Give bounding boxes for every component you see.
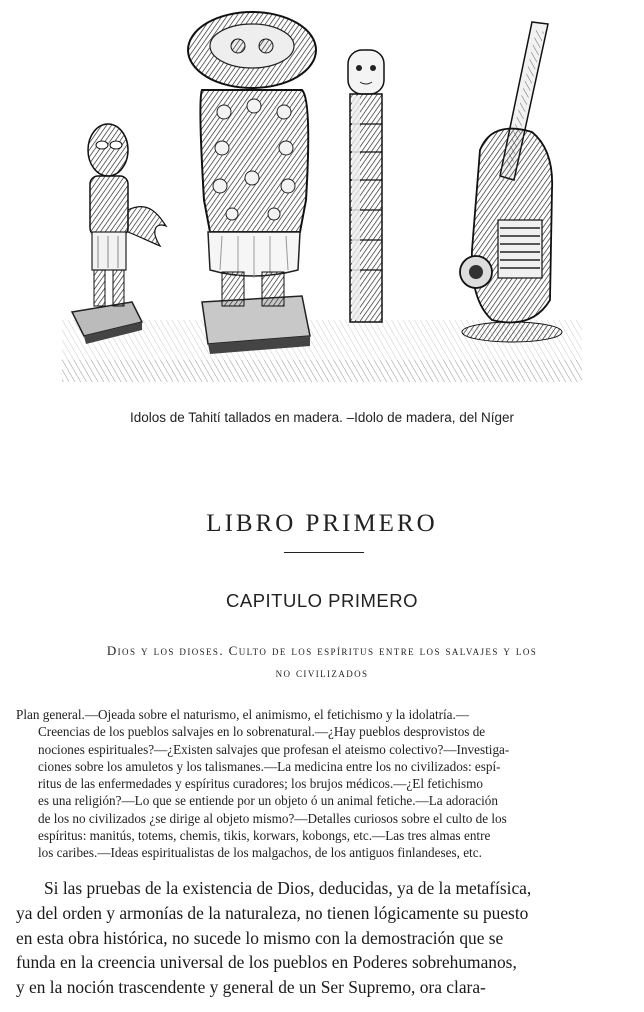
body-line: en esta obra histórica, no sucede lo mismo con la demostración que se	[16, 927, 504, 948]
chapter-title: CAPITULO PRIMERO	[226, 590, 418, 611]
column-idol-figure	[348, 50, 384, 322]
body-line: ya del orden y armonías de la naturaleza, no tienen lógicamente su puesto	[16, 902, 529, 923]
illustration-caption: Idolos de Tahití tallados en madera. –Idolo de madera, del Níger	[130, 410, 514, 425]
summary-line: ciones sobre los amuletos y los talismanes.—La medicina entre los no civilizados: espí-	[38, 758, 501, 774]
idols-engraving	[62, 0, 582, 392]
body-paragraph	[16, 876, 630, 1000]
chapter-subtitle-line: no civilizados	[275, 665, 369, 680]
summary-line: espíritus: manitús, totems, chemis, tikis, korwars, kobongs, etc.—Las tres almas entre	[38, 828, 491, 844]
small-idol-figure	[72, 124, 166, 344]
summary-line: Creencias de los pueblos salvajes en lo sobrenatural.—¿Hay pueblos desprovistos de	[38, 724, 486, 740]
summary-line: es una religión?—Lo que se entiende por un objeto ó un animal fetiche.—La adoración	[38, 793, 498, 809]
summary-line: los caribes.—Ideas espiritualistas de los malgachos, de los antiguos finlandeses, etc.	[38, 845, 482, 861]
summary-line: nociones espirituales?—¿Existen salvajes que profesan el ateismo colectivo?—Investiga-	[38, 741, 510, 757]
chapter-subtitle-line: Dios y los dioses. Culto de los espíritus entre los salvajes y los	[106, 643, 538, 658]
large-idol-figure	[188, 12, 316, 354]
summary-line: Plan general.—Ojeada sobre el naturismo, el animismo, el fetichismo y la idolatría.—	[16, 707, 470, 722]
body-line: Si las pruebas de la existencia de Dios, deducidas, ya de la metafísica,	[44, 878, 532, 898]
niger-idol-figure	[460, 22, 562, 342]
book-title: LIBRO PRIMERO	[206, 510, 438, 537]
summary-line: de los no civilizados ¿se dirige al objeto mismo?—Detalles curiosos sobre el culto de los	[38, 810, 507, 826]
chapter-summary	[16, 706, 628, 862]
summary-line: ritus de las enfermedades y espíritus curadores; los brujos médicos.—¿El fetichismo	[38, 776, 483, 792]
title-divider	[284, 552, 364, 553]
chapter-subtitle	[14, 640, 630, 684]
body-line: funda en la creencia universal de los pueblos en Poderes sobrehumanos,	[16, 952, 517, 973]
body-line: y en la noción trascendente y general de un Ser Supremo, ora clara-	[16, 977, 486, 998]
